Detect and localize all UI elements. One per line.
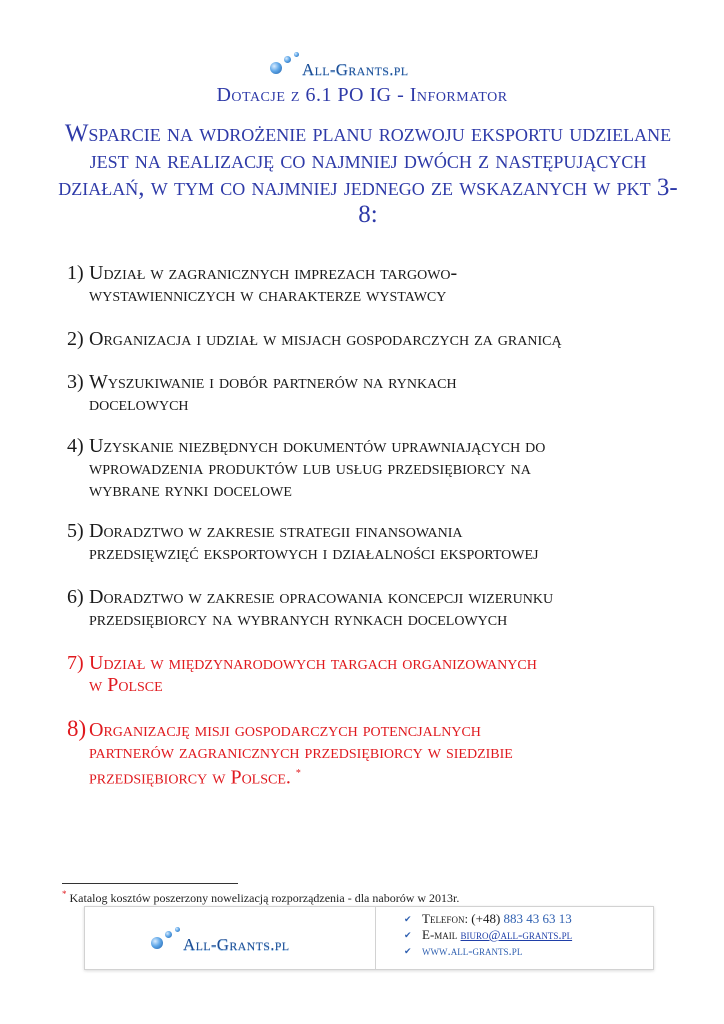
list-item-7 xyxy=(67,652,687,696)
page-heading: Wsparcie na wdrożenie planu rozwoju eksportu udzielane jest na realizację co najmniej dwóch z następujących działań, w tym co najmniej jednego ze wskazanych w pkt 3-8: xyxy=(58,120,678,228)
logo-text: All-Grants.pl xyxy=(302,60,409,79)
check-icon: ✔ xyxy=(404,914,412,924)
phone-number: 883 43 63 13 xyxy=(503,911,572,926)
item-text: Wyszukiwanie i dobór partnerów na rynkach xyxy=(89,371,457,393)
item-text: przedsięwzięć eksportowych i działalności eksportowej xyxy=(89,542,539,564)
footer-logo-cell xyxy=(85,907,376,969)
phone-label: Telefon: (+48) xyxy=(422,911,501,926)
item-number: 3) xyxy=(67,371,84,393)
check-icon: ✔ xyxy=(404,930,412,940)
logo-bottom xyxy=(149,927,289,953)
item-number: 4) xyxy=(67,435,84,457)
item-text: wprowadzenia produktów lub usług przedsiębiorcy na xyxy=(89,457,531,479)
item-number: 7) xyxy=(67,652,84,674)
list-item-8 xyxy=(67,718,687,789)
email-link[interactable]: biuro@all-grants.pl xyxy=(460,927,573,942)
list-item-6 xyxy=(67,586,687,630)
footnote-text: Katalog kosztów poszerzony nowelizacją rozporządzenia - dla naborów w 2013r. xyxy=(69,891,460,905)
email-label: E-mail xyxy=(422,927,458,942)
item-text: wybrane rynki docelowe xyxy=(89,479,292,501)
item-text: Organizację misji gospodarczych potencjalnych xyxy=(89,719,481,741)
footer-contacts xyxy=(376,907,653,969)
item-text: przedsiębiorcy w Polsce. xyxy=(89,766,291,789)
check-icon: ✔ xyxy=(404,946,412,956)
item-text: Udział w zagranicznych imprezach targowo- xyxy=(89,262,458,284)
website-link[interactable]: www.all-grants.pl xyxy=(422,943,523,958)
item-text: Udział w międzynarodowych targach organizowanych xyxy=(89,652,537,674)
list-item-4 xyxy=(67,435,687,501)
bubbles-icon xyxy=(268,52,302,78)
bubbles-icon xyxy=(149,927,183,953)
item-text: docelowych xyxy=(89,393,189,415)
logo-text: All-Grants.pl xyxy=(183,935,290,954)
website-row xyxy=(404,943,653,959)
list-item-3 xyxy=(67,371,687,415)
item-text: Uzyskanie niezbędnych dokumentów uprawniających do xyxy=(89,435,546,457)
page-subtitle: Dotacje z 6.1 PO IG - Informator xyxy=(216,84,508,106)
footnote-divider xyxy=(62,883,238,884)
item-text: Doradztwo w zakresie strategii finansowania xyxy=(89,520,463,542)
list-item-5 xyxy=(67,520,687,564)
item-number: 1) xyxy=(67,262,84,284)
item-text: Doradztwo w zakresie opracowania koncepcji wizerunku xyxy=(89,586,554,608)
item-text: partnerów zagranicznych przedsiębiorcy w siedzibie xyxy=(89,741,513,763)
item-number: 5) xyxy=(67,520,84,542)
item-text: wystawienniczych w charakterze wystawcy xyxy=(89,284,447,306)
item-number: 2) xyxy=(67,328,84,350)
list-item-2 xyxy=(67,328,687,350)
footnote xyxy=(62,889,459,906)
logo-top xyxy=(268,52,408,78)
item-text: przedsiębiorcy na wybranych rynkach docelowych xyxy=(89,608,508,630)
item-number: 6) xyxy=(67,586,84,608)
footnote-marker: * xyxy=(295,768,301,779)
phone-row xyxy=(404,911,653,927)
item-number: 8) xyxy=(67,716,87,741)
list-item-1 xyxy=(67,262,687,306)
item-text: w Polsce xyxy=(89,674,163,696)
item-text: Organizacja i udział w misjach gospodarczych za granicą xyxy=(89,328,562,350)
footnote-star: * xyxy=(62,889,67,899)
footer-contact-box xyxy=(84,906,654,970)
email-row xyxy=(404,927,653,943)
